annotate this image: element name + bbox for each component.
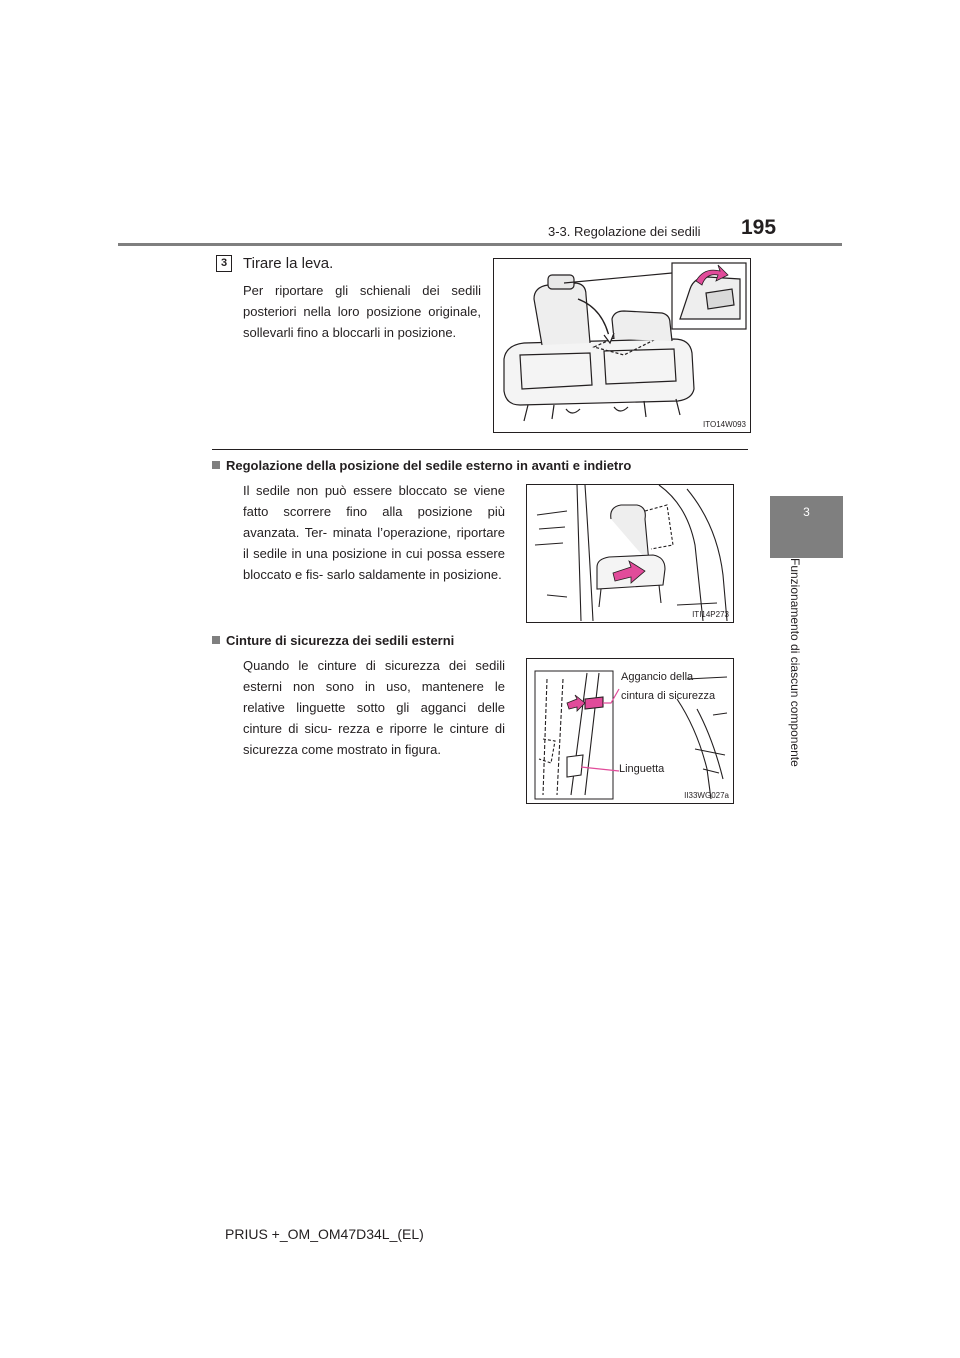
figure-code: ITI14P273 xyxy=(692,610,729,619)
section-title: 3-3. Regolazione dei sedili xyxy=(548,224,701,239)
figure-seatbelt-hook xyxy=(526,658,734,804)
seat-illustration xyxy=(494,259,750,432)
chapter-number: 3 xyxy=(803,505,810,519)
subsection-title-seatbelts: Cinture di sicurezza dei sedili esterni xyxy=(212,633,454,648)
figure-code: II33WG027a xyxy=(684,791,729,800)
seat-slide-illustration xyxy=(527,485,733,622)
bullet-square-icon xyxy=(212,461,220,469)
bullet-square-icon xyxy=(212,636,220,644)
chapter-label xyxy=(786,558,806,788)
subsection-title-seat-slide: Regolazione della posizione del sedile esterno in avanti e indietro xyxy=(212,458,631,473)
figure-code: ITO14W093 xyxy=(703,420,746,429)
step-number-box: 3 xyxy=(216,255,232,272)
figure-seat-lever xyxy=(493,258,751,433)
chapter-label-text: Funzionamento di ciascun componente xyxy=(788,558,802,767)
callout-hook-line1: Aggancio della xyxy=(621,671,694,683)
callout-hook-line2: cintura di sicurezza xyxy=(621,690,716,702)
callout-tongue: Linguetta xyxy=(619,763,665,775)
figure-seat-slide xyxy=(526,484,734,623)
subsection-text-seatbelts: Quando le cinture di sicurezza dei sedili esterni non sono in uso, mantenere le relative linguette sotto gli agganci delle cinture di sicu- rezza e riporre le cinture di sicurezza come mostrato in figura. xyxy=(243,658,505,757)
header-divider xyxy=(118,243,842,246)
page-number: 195 xyxy=(741,216,777,239)
section-divider xyxy=(212,449,748,450)
manual-code: PRIUS +_OM_OM47D34L_(EL) xyxy=(225,1226,424,1242)
subsection-text-seat-slide: Il sedile non può essere bloccato se viene fatto scorrere fino alla posizione più avanzata. Ter- minata l’operazione, riportare il sedile in una posizione in cui possa essere bloccato e fis- sarlo saldamente in posizione. xyxy=(243,483,505,582)
step-title: Tirare la leva. xyxy=(243,255,334,272)
step-description: Per riportare gli schienali dei sedili posteriori nella loro posizione originale, sollevarli fino a bloccarli in posizione. xyxy=(243,283,481,340)
